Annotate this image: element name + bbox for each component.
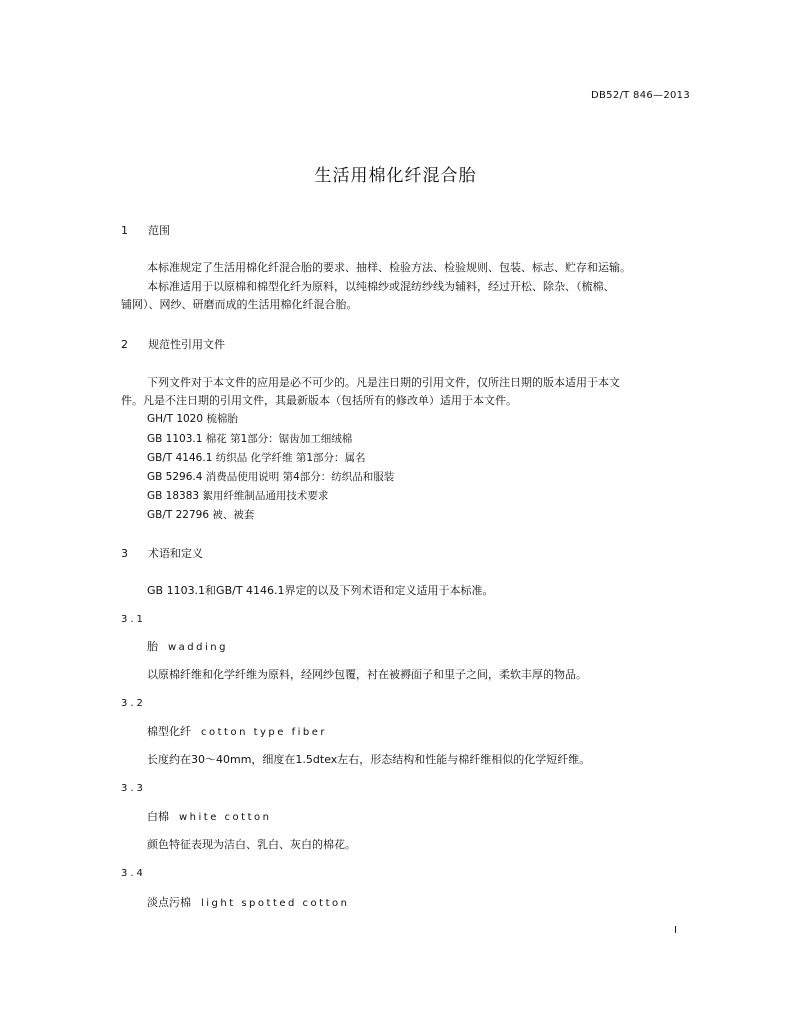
clause-number: 3.4 <box>121 868 146 879</box>
document-title: 生活用棉化纤混合胎 <box>314 166 477 186</box>
term-english: wadding <box>168 642 228 653</box>
term-entry <box>147 808 271 824</box>
term-entry <box>147 638 228 654</box>
section-title: 范围 <box>148 224 170 237</box>
clause-number: 3.3 <box>121 783 146 794</box>
term-entry <box>147 723 327 739</box>
term-english: cotton type fiber <box>201 727 328 738</box>
section-2-heading <box>121 336 225 352</box>
paragraph: 铺网）、网纱、研磨而成的生活用棉化纤混合胎。 <box>121 298 358 311</box>
term-definition: 长度约在30～40mm，细度在1.5dtex左右，形态结构和性能与棉纤维相似的化学短纤维。 <box>147 753 591 766</box>
reference-item: GB/T 4146.1 纺织品 化学纤维 第1部分：属名 <box>147 452 366 464</box>
section-number: 2 <box>121 338 128 351</box>
clause-number: 3.2 <box>121 698 146 709</box>
section-title: 规范性引用文件 <box>148 338 225 351</box>
section-3-heading <box>121 545 203 561</box>
clause-number: 3.1 <box>121 614 146 625</box>
paragraph: 下列文件对于本文件的应用是必不可少的。凡是注日期的引用文件，仅所注日期的版本适用于本文 <box>147 376 620 389</box>
reference-item: GB 18383 絮用纤维制品通用技术要求 <box>147 490 329 502</box>
term-entry <box>147 894 349 910</box>
standard-code: DB52/T 846—2013 <box>591 90 690 101</box>
term-english: white cotton <box>179 812 272 823</box>
reference-item: GH/T 1020 梳棉胎 <box>147 413 238 425</box>
reference-item: GB 5296.4 消费品使用说明 第4部分：纺织品和服装 <box>147 471 395 483</box>
term-chinese: 棉型化纤 <box>147 725 191 738</box>
paragraph: 件。凡是不注日期的引用文件，其最新版本（包括所有的修改单）适用于本文件。 <box>121 394 517 407</box>
term-english: light spotted cotton <box>201 898 350 909</box>
paragraph: 本标准规定了生活用棉化纤混合胎的要求、抽样、检验方法、检验规则、包装、标志、贮存和运输。 <box>147 261 631 274</box>
section-title: 术语和定义 <box>148 547 203 560</box>
section-number: 1 <box>121 224 128 237</box>
page-number: I <box>674 925 677 936</box>
section-1-heading <box>121 222 170 238</box>
term-chinese: 胎 <box>147 640 158 653</box>
reference-item: GB 1103.1 棉花 第1部分：锯齿加工细绒棉 <box>147 433 353 445</box>
term-chinese: 淡点污棉 <box>147 896 191 909</box>
term-definition: 以原棉纤维和化学纤维为原料，经网纱包覆，衬在被褥面子和里子之间，柔软丰厚的物品。 <box>147 668 587 681</box>
term-definition: 颜色特征表现为洁白、乳白、灰白的棉花。 <box>147 838 356 851</box>
reference-item: GB/T 22796 被、被套 <box>147 509 255 521</box>
paragraph: GB 1103.1和GB/T 4146.1界定的以及下列术语和定义适用于本标准。 <box>147 584 494 597</box>
paragraph: 本标准适用于以原棉和棉型化纤为原料，以纯棉纱或混纺纱线为辅料，经过开松、除杂、（梳棉、 <box>147 280 615 293</box>
term-chinese: 白棉 <box>147 810 169 823</box>
section-number: 3 <box>121 547 128 560</box>
